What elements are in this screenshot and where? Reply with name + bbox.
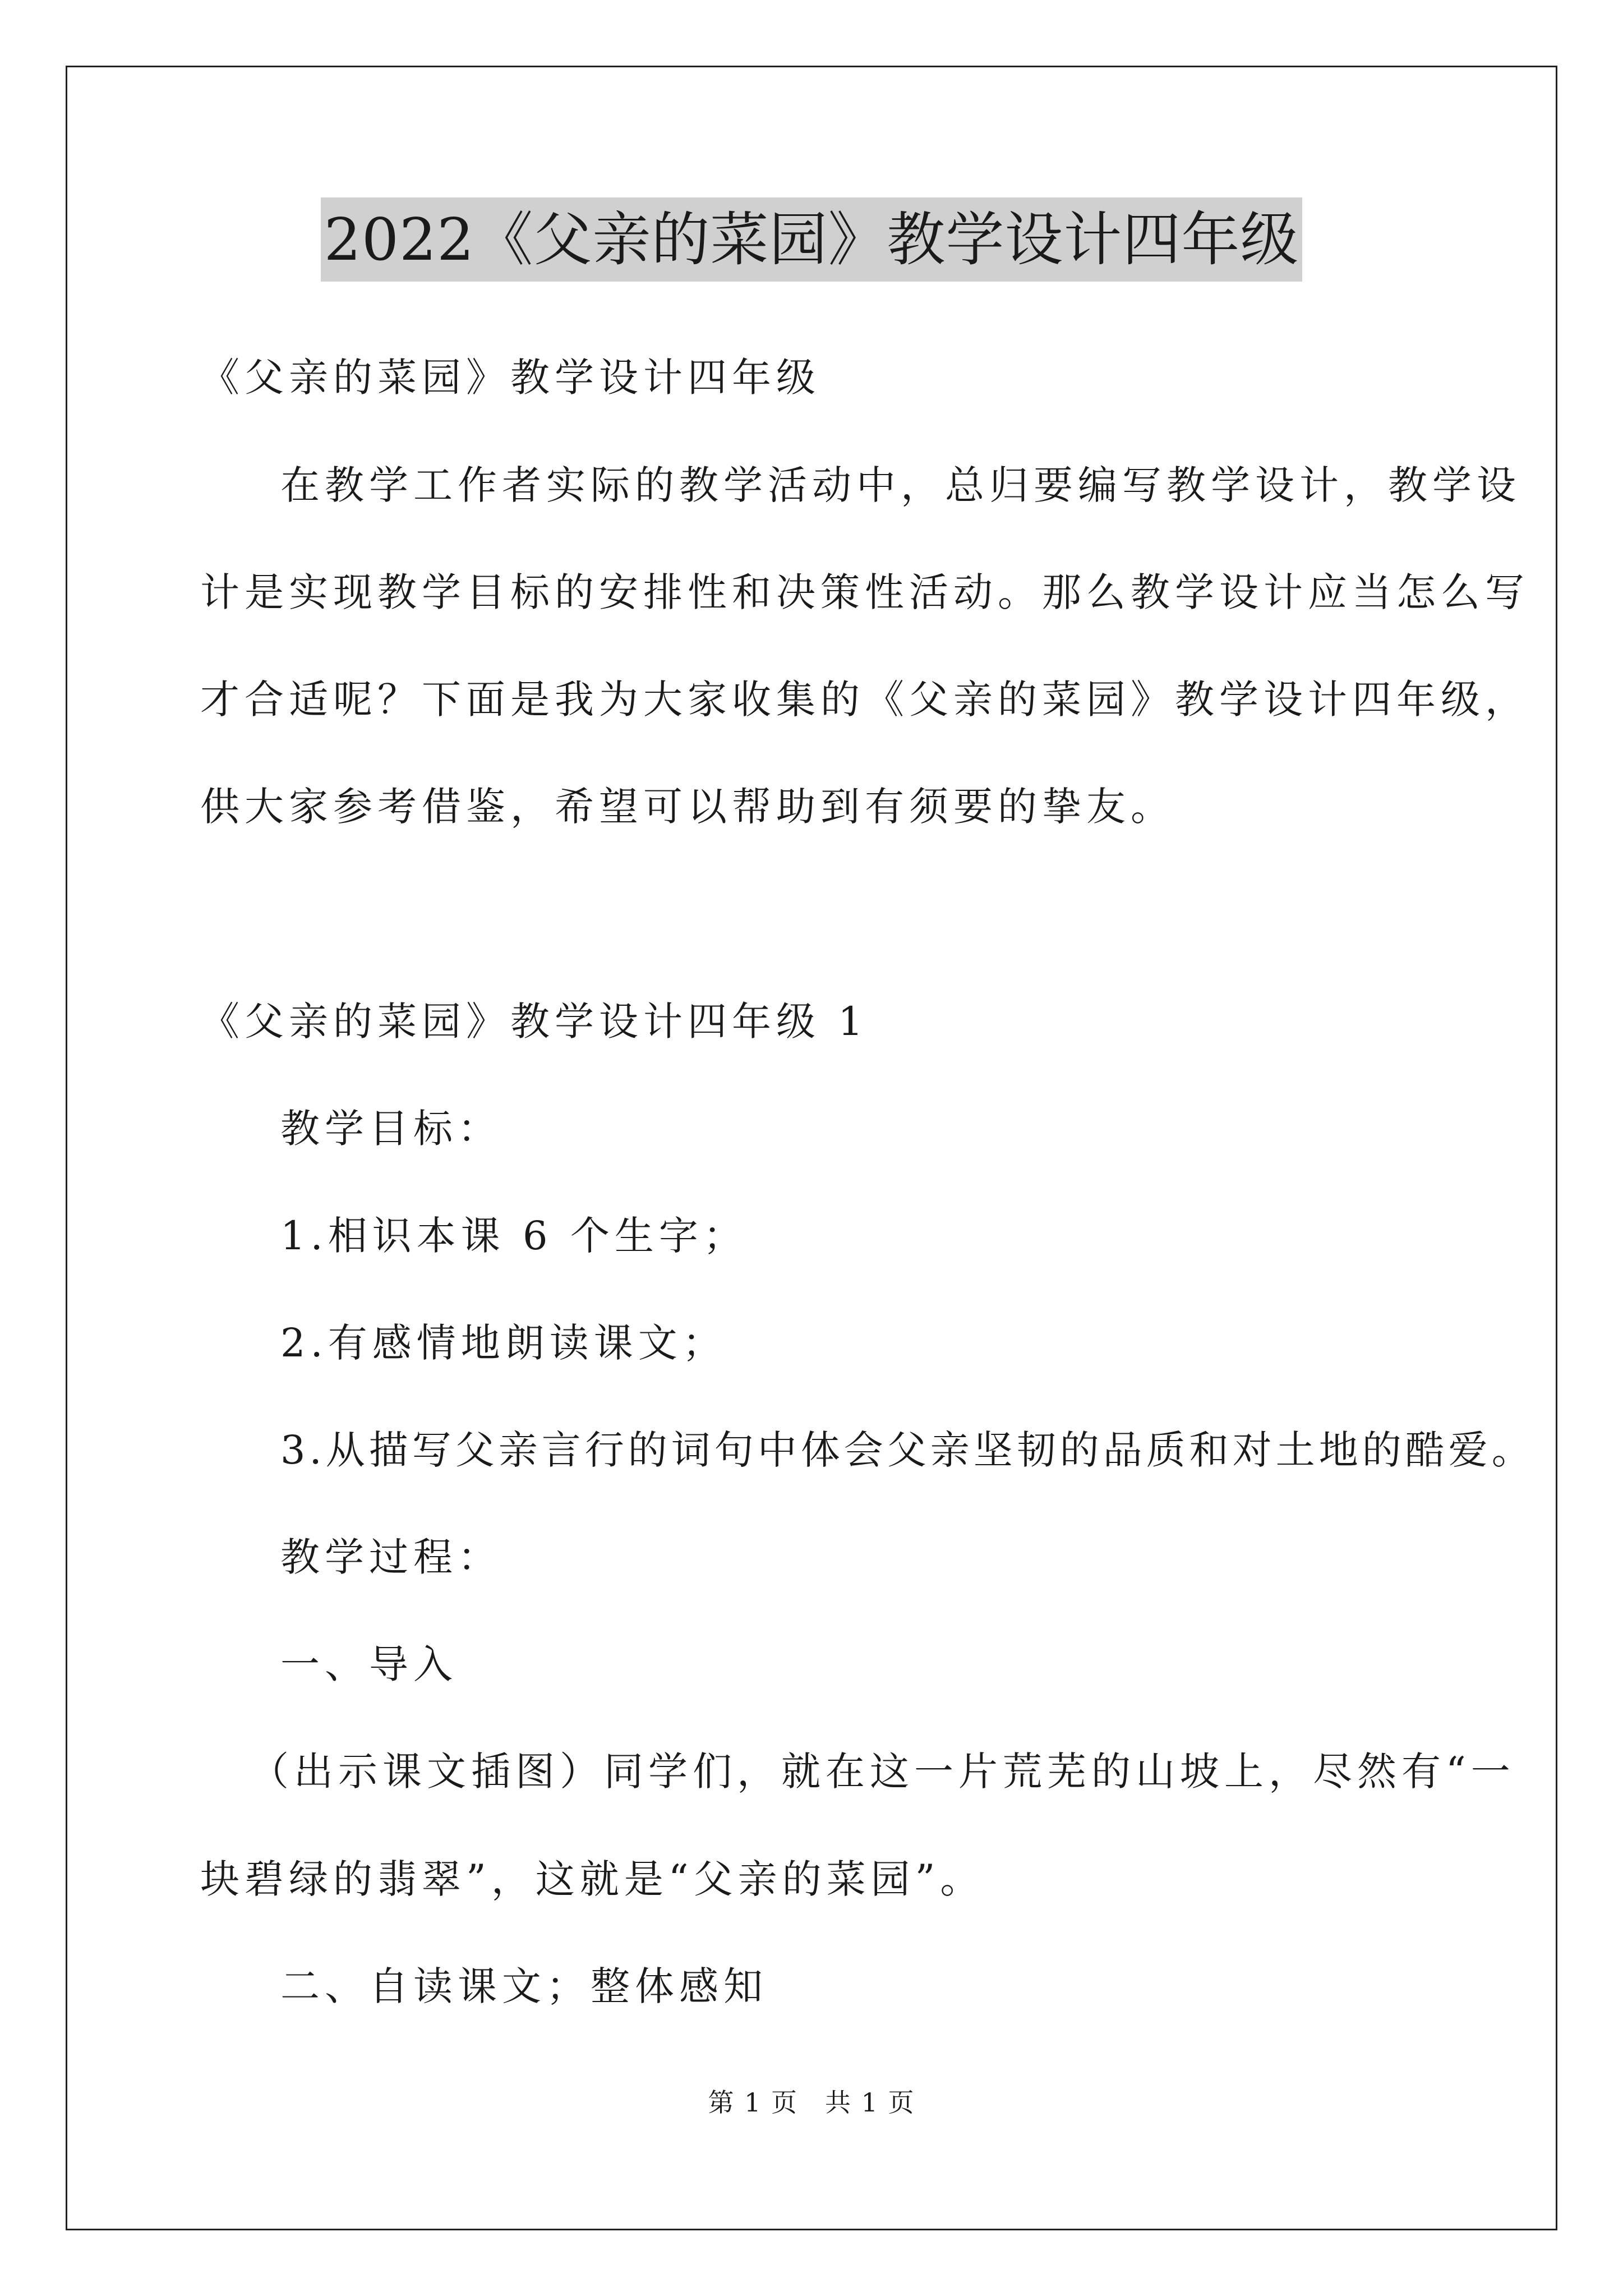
step2-heading: 二、自读课文；整体感知 [280,1963,768,2009]
section-title: 《父亲的菜园》教学设计四年级 1 [200,999,868,1045]
goal-item-3: 3.从描写父亲言行的词句中体会父亲坚韧的品质和对土地的酷爱。 [280,1427,1535,1473]
title-container [0,197,1623,282]
intro-line-3: 才合适呢？下面是我为大家收集的《父亲的菜园》教学设计四年级， [200,677,1529,723]
intro-line-1: 在教学工作者实际的教学活动中，总归要编写教学设计，教学设 [280,462,1521,508]
goals-heading: 教学目标： [280,1106,502,1152]
goal-item-2: 2.有感情地朗读课文； [280,1320,727,1366]
process-heading: 教学过程： [280,1534,502,1580]
step1-line-2: 块碧绿的翡翠”，这就是“父亲的菜园”。 [200,1856,985,1902]
subtitle: 《父亲的菜园》教学设计四年级 [200,355,820,401]
page-number: 第 1 页 共 1 页 [708,2087,915,2118]
document-title: 2022《父亲的菜园》教学设计四年级 [321,197,1303,282]
intro-line-2: 计是实现教学目标的安排性和决策性活动。那么教学设计应当怎么写 [200,569,1529,615]
goal-item-1: 1.相识本课 6 个生字； [280,1213,748,1259]
step1-line-1: （出示课文插图）同学们，就在这一片荒芜的山坡上，尽然有“一 [250,1749,1515,1795]
step1-heading: 一、导入 [280,1641,458,1687]
intro-line-4: 供大家参考借鉴，希望可以帮助到有须要的挚友。 [200,784,1175,830]
